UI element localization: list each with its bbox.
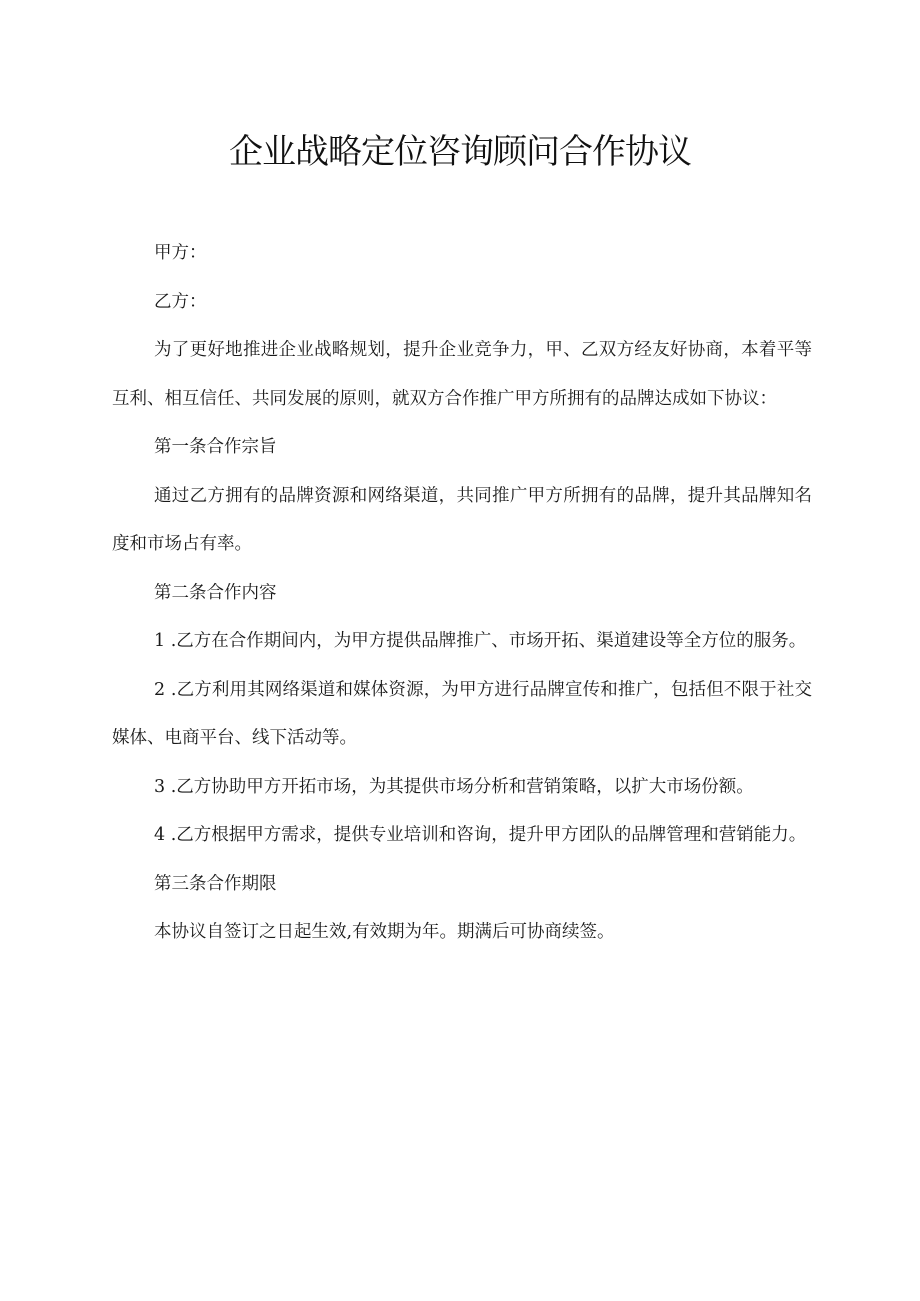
article-2-item-1: 1 .乙方在合作期间内，为甲方提供品牌推广、市场开拓、渠道建设等全方位的服务。 (154, 631, 807, 651)
party-b-label: 乙方： (154, 291, 207, 312)
article-1-heading: 第一条合作宗旨 (154, 437, 277, 457)
preamble-paragraph: 为了更好地推进企业战略规划，提升企业竞争力，甲、乙双方经友好协商，本着平等互利、相互信任、共同发展的原则，就双方合作推广甲方所拥有的品牌达成如下协议： (112, 340, 812, 409)
article-2-item-4: 4 .乙方根据甲方需求，提供专业培训和咨询，提升甲方团队的品牌管理和营销能力。 (154, 825, 807, 845)
document-body (112, 229, 812, 957)
document-title: 企业战略定位咨询顾问合作协议 (229, 132, 691, 172)
party-a-label: 甲方： (154, 243, 207, 263)
article-2-heading: 第二条合作内容 (154, 582, 277, 603)
article-3-body: 本协议自签订之日起生效,有效期为年。期满后可协商续签。 (154, 922, 615, 942)
article-2-item-2: 2 .乙方利用其网络渠道和媒体资源，为甲方进行品牌宣传和推广，包括但不限于社交媒体、电商平台、线下活动等。 (112, 679, 812, 748)
article-1-body: 通过乙方拥有的品牌资源和网络渠道，共同推广甲方所拥有的品牌，提升其品牌知名度和市场占有率。 (112, 485, 812, 554)
article-2-item-3: 3 .乙方协助甲方开拓市场，为其提供市场分析和营销策略，以扩大市场份额。 (154, 776, 754, 797)
article-3-heading: 第三条合作期限 (154, 873, 277, 894)
